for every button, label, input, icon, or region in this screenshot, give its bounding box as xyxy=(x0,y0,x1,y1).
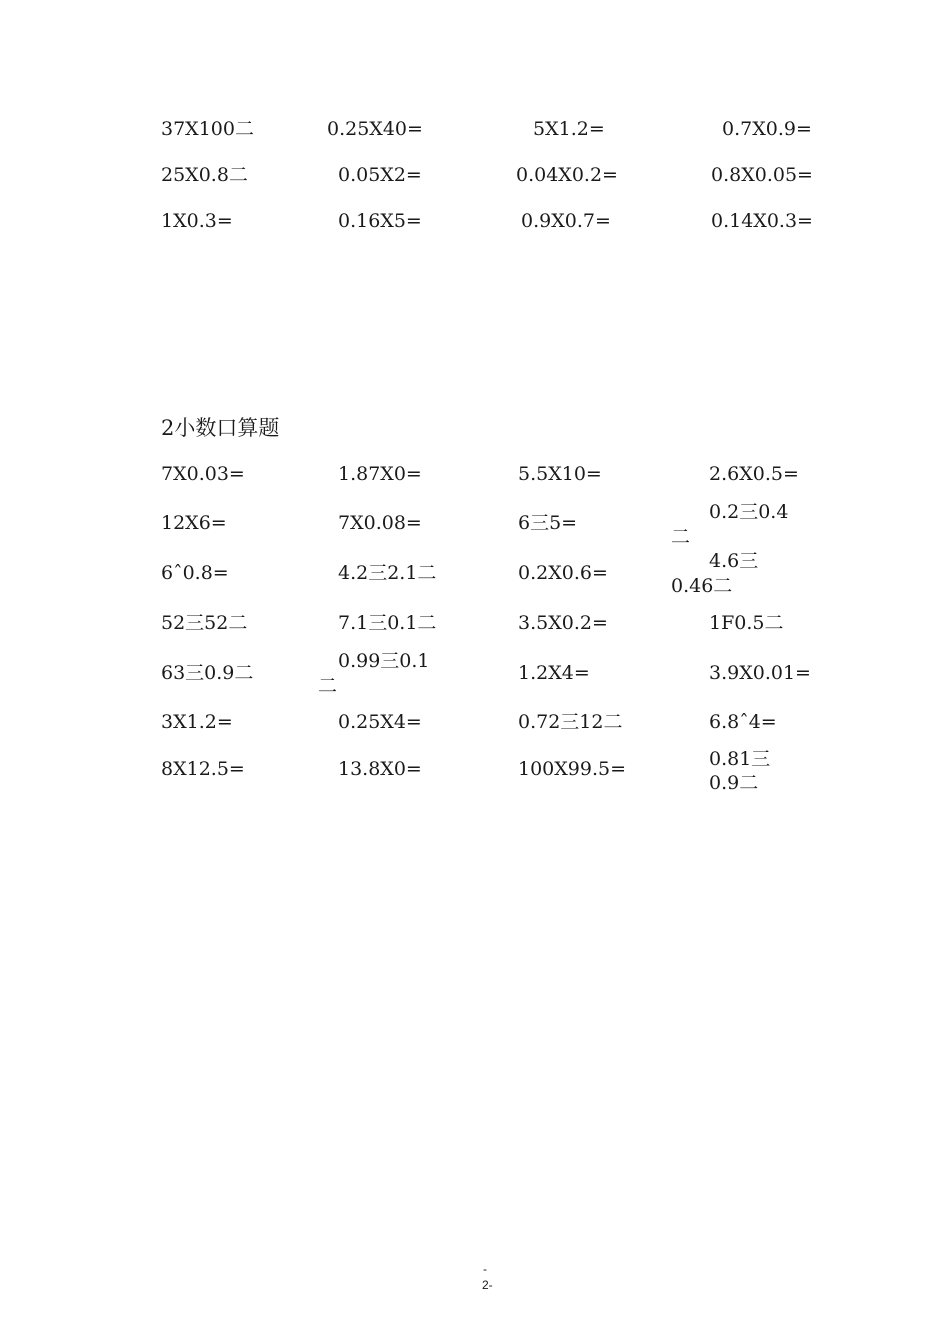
problem-continuation: 0.46二 xyxy=(671,575,733,597)
problem: 37X100二 xyxy=(161,118,254,140)
problem: 0.72三12二 xyxy=(518,711,623,733)
problem: 6ˆ0.8= xyxy=(161,562,229,584)
problem: 5X1.2= xyxy=(533,118,605,140)
problem: 0.04X0.2= xyxy=(516,164,618,186)
problem: 25X0.8二 xyxy=(161,164,248,186)
problem: 7X0.03= xyxy=(161,463,245,485)
problem: 0.7X0.9= xyxy=(722,118,812,140)
problem: 12X6= xyxy=(161,512,227,534)
problem: 100X99.5= xyxy=(518,758,627,780)
problem: 3X1.2= xyxy=(161,711,233,733)
problem: 8X12.5= xyxy=(161,758,245,780)
problem: 6三5= xyxy=(518,512,578,534)
problem: 0.2X0.6= xyxy=(518,562,608,584)
problem: 0.05X2= xyxy=(338,164,422,186)
page-number: 2- xyxy=(482,1278,493,1292)
problem: 7X0.08= xyxy=(338,512,422,534)
problem: 0.99三0.1 xyxy=(338,650,430,672)
problem: 63三0.9二 xyxy=(161,662,254,684)
problem: 1X0.3= xyxy=(161,210,233,232)
problem: 5.5X10= xyxy=(518,463,602,485)
problem: 0.8X0.05= xyxy=(711,164,813,186)
clipped-line xyxy=(671,772,791,794)
problem: 0.9X0.7= xyxy=(521,210,611,232)
problem: 13.8X0= xyxy=(338,758,422,780)
problem-continuation: 二 xyxy=(671,526,691,548)
problem: 1F0.5二 xyxy=(709,612,784,634)
problem: 0.81三 xyxy=(709,748,771,770)
problem-continuation: 二 xyxy=(318,675,338,697)
problem: 2.6X0.5= xyxy=(709,463,799,485)
footer-dash: - xyxy=(483,1262,487,1276)
problem-continuation: 0.9二 xyxy=(709,772,759,794)
problem: 0.2三0.4 xyxy=(709,501,789,523)
problem: 0.14X0.3= xyxy=(711,210,813,232)
problem: 6.8ˆ4= xyxy=(709,711,777,733)
problem: 1.2X4= xyxy=(518,662,590,684)
problem: 0.25X4= xyxy=(338,711,422,733)
section-heading: 2小数口算题 xyxy=(161,416,280,440)
problem: 0.16X5= xyxy=(338,210,422,232)
problem: 4.6三 xyxy=(709,550,759,572)
problem: 52三52二 xyxy=(161,612,248,634)
problem: 3.5X0.2= xyxy=(518,612,608,634)
problem: 0.25X40= xyxy=(327,118,423,140)
problem: 4.2三2.1二 xyxy=(338,562,437,584)
problem: 3.9X0.01= xyxy=(709,662,811,684)
problem: 7.1三0.1二 xyxy=(338,612,437,634)
problem: 1.87X0= xyxy=(338,463,422,485)
